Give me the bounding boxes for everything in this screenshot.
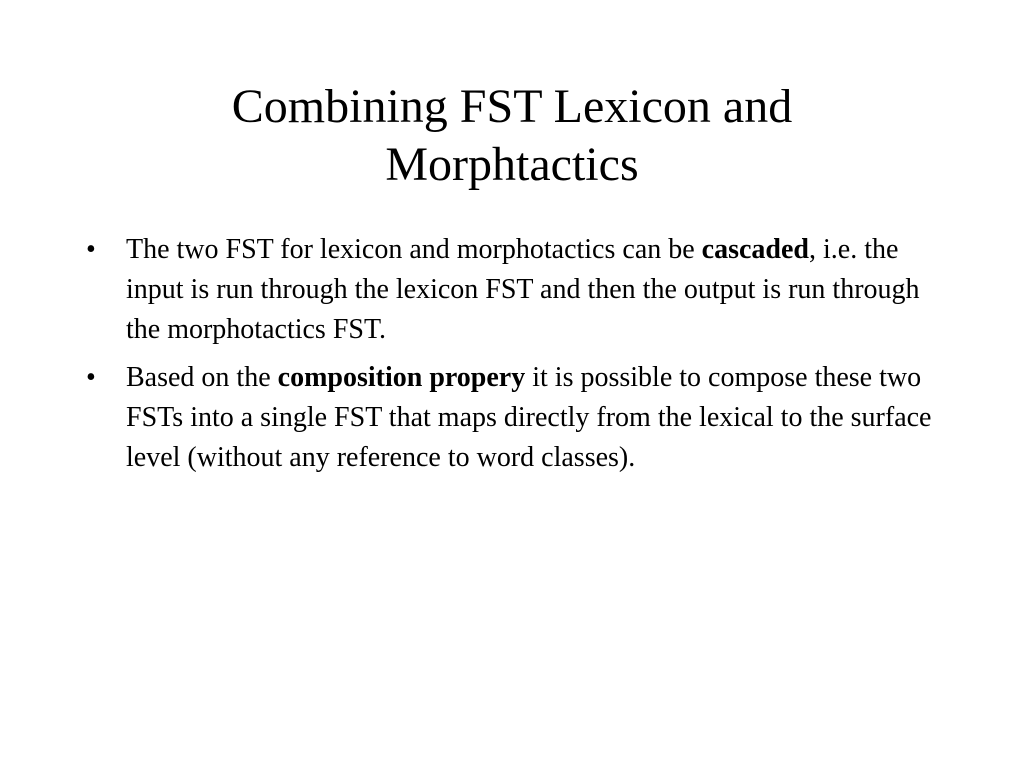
bullet-marker: • [86, 362, 96, 393]
bullet-marker: • [86, 234, 96, 265]
bullet-text [126, 234, 920, 345]
slide-title [112, 78, 912, 194]
bullet-text-bold: cascaded [701, 234, 809, 265]
bullet-item-cascaded [86, 230, 946, 350]
bullet-text-pre: Based on the [126, 362, 278, 393]
bullet-text [126, 362, 931, 473]
bullet-text-post: it is possible to compose these two FSTs into a single FST that maps directly from the lexical to the surface level (without any reference to word classes). [126, 362, 932, 473]
bullet-text-bold: composition propery [277, 362, 526, 393]
slide-title-line-2: Morphtactics [385, 138, 639, 191]
slide-title-line-1: Combining FST Lexicon and [231, 80, 793, 133]
bullet-list [86, 230, 946, 486]
bullet-item-composition [86, 358, 946, 478]
bullet-text-post: , i.e. the input is run through the lexicon FST and then the output is run through the morphotactics FST. [126, 234, 920, 345]
bullet-text-pre: The two FST for lexicon and morphotactics can be [126, 234, 702, 265]
